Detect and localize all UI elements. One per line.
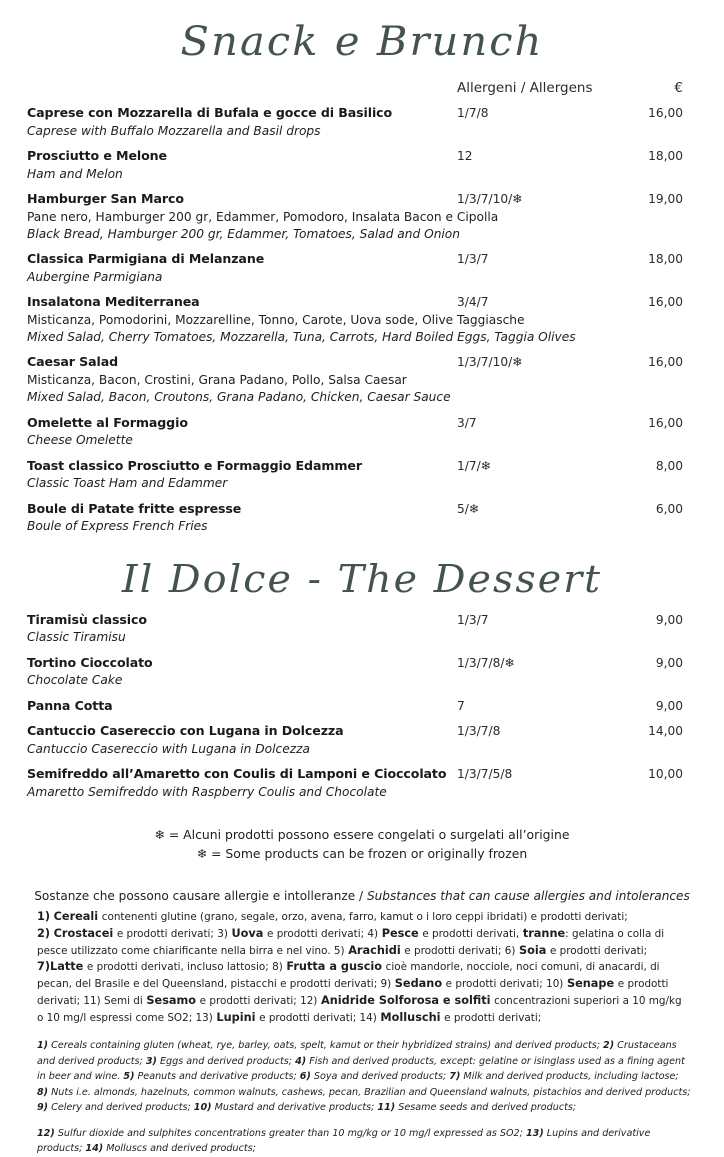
menu-item-row <box>27 191 697 208</box>
menu-item-price: 16,00 <box>648 106 683 120</box>
menu-item-description-en: Cheese Omelette <box>27 433 133 448</box>
menu-item-name: Hamburger San Marco <box>27 190 184 206</box>
menu-item-name: Cantuccio Casereccio con Lugana in Dolcezza <box>27 723 344 739</box>
allergen-text-1: contenenti glutine (grano, segale, orzo, avena, farro, kamut o i loro ceppi ibridati) e prodotti derivati; <box>101 911 628 924</box>
menu-item <box>27 105 697 139</box>
menu-item-name: Semifreddo all’Amaretto con Coulis di Lamponi e Cioccolato <box>27 766 447 782</box>
allergen-text-3d: e prodotti derivati; 11) Semi di <box>37 978 669 1007</box>
menu-item-allergens: 5/❄ <box>457 501 480 516</box>
menu-item-price: 19,00 <box>648 191 683 206</box>
menu-item-price: 8,00 <box>655 458 683 473</box>
menu-item-name: Boule di Patate fritte espresse <box>27 500 242 516</box>
menu-item <box>27 612 697 646</box>
menu-item-description-en: Amaretto Semifreddo with Raspberry Coulis and Chocolate <box>27 784 387 799</box>
menu-item-description-it: Misticanza, Bacon, Crostini, Grana Padano, Pollo, Salsa Caesar <box>27 373 407 388</box>
allergen-en-num-4: 4) <box>295 1055 307 1067</box>
menu-item <box>27 148 697 182</box>
allergen-name-pesce: Pesce <box>381 926 419 940</box>
allergen-en-text-5: Peanuts and derivative products; <box>137 1071 297 1083</box>
menu-item-name: Insalatona Mediterranea <box>27 294 200 310</box>
column-header-price: € <box>674 80 683 96</box>
menu-item-allergens: 1/3/7/10/❄ <box>457 191 523 206</box>
allergen-en-text-14: Molluscs and derived products; <box>106 1143 256 1155</box>
menu-item-price: 9,00 <box>655 655 683 670</box>
frozen-note-it: ❄ = Alcuni prodotti possono essere congelati o surgelati all’origine <box>154 827 570 843</box>
allergen-legend-english <box>27 1038 697 1116</box>
menu-item-name: Toast classico Prosciutto e Formaggio Edammer <box>27 457 362 473</box>
allergen-text-3e: e prodotti derivati; 12) <box>199 994 318 1007</box>
allergen-text-3c: e prodotti derivati; 10) <box>445 978 564 991</box>
allergen-text-3f: concentrazioni superiori a 10 mg/kg o 10 mg/l espressi come SO2; 13) <box>37 994 682 1024</box>
menu-item-row <box>27 723 697 740</box>
menu-item-allergens: 1/3/7/8 <box>457 724 501 739</box>
allergen-name-arachidi: Arachidi <box>348 943 401 957</box>
menu-item-price: 18,00 <box>648 148 683 163</box>
menu-item-description-en: Mixed Salad, Bacon, Croutons, Grana Padano, Chicken, Caesar Sauce <box>27 390 451 405</box>
dessert-items-list <box>27 612 697 800</box>
allergen-en-text-1: Cereals containing gluten (wheat, rye, barley, oats, spelt, kamut or their hybridized strains) and derived products; <box>51 1040 600 1052</box>
menu-item <box>27 655 697 689</box>
menu-item-allergens: 1/3/7 <box>457 252 489 267</box>
menu-item-allergens: 3/4/7 <box>457 295 489 310</box>
menu-item-row <box>27 415 697 432</box>
allergen-en-text-10: Mustard and derivative products; <box>214 1102 375 1114</box>
menu-item-price: 16,00 <box>648 415 683 430</box>
allergen-en-text-3: Eggs and derived products; <box>159 1055 293 1067</box>
allergen-en-text-12: Sulfur dioxide and sulphites concentrations greater than 10 mg/kg or 10 mg/l expressed as SO2; <box>57 1127 523 1139</box>
allergen-name-sedano: Sedano <box>394 977 443 991</box>
menu-item-price: 10,00 <box>648 767 683 782</box>
menu-item <box>27 698 697 715</box>
allergen-en-num-5: 5) <box>123 1071 135 1083</box>
allergen-en-text-6: Soya and derived products; <box>313 1071 447 1083</box>
menu-item-allergens: 3/7 <box>457 415 477 430</box>
allergen-text-2b: e prodotti derivati; 4) <box>267 927 379 940</box>
section-title-snack: Snack e Brunch <box>180 19 544 65</box>
menu-item-description-en: Classic Tiramisu <box>27 630 126 645</box>
menu-item-allergens: 7 <box>457 698 465 713</box>
allergen-text-3a: e prodotti derivati, incluso lattosio; 8) <box>86 961 283 974</box>
menu-item-description-en: Mixed Salad, Cherry Tomatoes, Mozzarella, Tuna, Carrots, Hard Boiled Eggs, Taggia Olives <box>27 330 576 345</box>
menu-item <box>27 766 697 800</box>
menu-item-description-en: Caprese with Buffalo Mozzarella and Basil drops <box>27 123 321 138</box>
menu-item-description-en: Ham and Melon <box>27 166 123 181</box>
allergen-name-crostacei: Crostacei <box>53 926 114 940</box>
allergen-keyword-tranne: tranne <box>522 926 566 940</box>
allergen-en-text-11: Sesame seeds and derived products; <box>398 1102 577 1114</box>
menu-item-row <box>27 148 697 165</box>
menu-item-row <box>27 612 697 629</box>
menu-item-price: 14,00 <box>648 724 683 739</box>
menu-item-name: Tiramisù classico <box>27 611 147 627</box>
frozen-note-en: ❄ = Some products can be frozen or originally frozen <box>196 845 528 861</box>
allergen-en-num-12: 12) <box>37 1127 55 1139</box>
allergen-text-3h: e prodotti derivati; <box>444 1011 542 1024</box>
menu-item-price: 16,00 <box>648 295 683 310</box>
menu-item-name: Omelette al Formaggio <box>27 414 188 430</box>
menu-item-description-en: Classic Toast Ham and Edammer <box>27 476 228 491</box>
menu-item-price: 6,00 <box>655 501 683 516</box>
allergen-en-num-6: 6) <box>299 1071 311 1083</box>
allergen-en-text-4: Fish and derived products, except: gelatine or isinglass used as a fining agent in beer and wine. <box>37 1055 685 1083</box>
allergen-legend-italian <box>27 909 697 1026</box>
menu-item-name: Prosciutto e Melone <box>27 147 167 163</box>
menu-item <box>27 251 697 285</box>
menu-item <box>27 458 697 492</box>
menu-item <box>27 501 697 535</box>
allergen-en-num-11: 11) <box>377 1102 396 1114</box>
allergen-en-num-7: 7) <box>449 1071 461 1083</box>
allergen-en-text-8: Nuts i.e. almonds, hazelnuts, common walnuts, cashews, pecan, Brazilian and Queensland walnuts, pistachios and derived products; <box>51 1086 691 1098</box>
menu-item-name: Caesar Salad <box>27 354 119 370</box>
allergen-text-2a: e prodotti derivati; 3) <box>116 927 228 940</box>
menu-item-description-it: Pane nero, Hamburger 200 gr, Edammer, Pomodoro, Insalata Bacon e Cipolla <box>27 209 499 224</box>
allergen-name-lupini: Lupini <box>216 1010 256 1024</box>
allergen-name-molluschi: Molluschi <box>380 1010 441 1024</box>
allergen-text-2d: : gelatina o colla di pesce utilizzato come chiarificante nella birra e nel vino. 5) <box>37 927 665 957</box>
menu-item-row <box>27 766 697 783</box>
allergen-en-text-2: Crustaceans and derived products; <box>37 1040 677 1067</box>
allergen-legend-english-tail <box>27 1126 697 1157</box>
allergen-name-anidride-solforosa: Anidride Solforosa e solfiti <box>320 993 491 1007</box>
allergen-legend-heading-en: Substances that can cause allergies and intolerances <box>366 889 690 904</box>
menu-item-name: Tortino Cioccolato <box>27 654 153 670</box>
menu-item-row <box>27 251 697 268</box>
allergen-num-7: 7) <box>37 960 51 974</box>
menu-item-row <box>27 294 697 311</box>
menu-item-description-en: Chocolate Cake <box>27 673 123 688</box>
allergen-num-2: 2) <box>37 926 51 940</box>
allergen-en-num-13: 13) <box>525 1127 544 1139</box>
section-title-dessert: Il Dolce - The Dessert <box>121 556 603 601</box>
allergen-name-senape: Senape <box>566 977 615 991</box>
allergen-en-num-1: 1) <box>37 1040 49 1052</box>
column-header-row <box>27 80 697 96</box>
allergen-name-frutta-guscio: Frutta a guscio <box>286 960 383 974</box>
allergen-en-num-10: 10) <box>193 1102 212 1114</box>
menu-item <box>27 354 697 405</box>
menu-item-row <box>27 501 697 518</box>
allergen-legend-heading-it: Sostanze che possono causare allergie e intolleranze / <box>34 889 367 904</box>
allergen-en-num-14: 14) <box>85 1143 104 1155</box>
allergen-legend <box>27 889 697 1157</box>
menu-item-row <box>27 105 697 122</box>
allergen-en-num-3: 3) <box>145 1055 157 1067</box>
menu-item-allergens: 1/3/7/8/❄ <box>457 655 515 670</box>
menu-item-price: 16,00 <box>648 355 683 370</box>
allergen-num-1: 1) <box>37 910 51 924</box>
allergen-en-num-9: 9) <box>37 1102 49 1114</box>
allergen-text-2c: e prodotti derivati, <box>422 927 520 940</box>
allergen-name-latte: Latte <box>50 960 84 974</box>
menu-item-name: Panna Cotta <box>27 697 113 713</box>
allergen-name-sesamo: Sesamo <box>146 993 197 1007</box>
menu-item <box>27 415 697 449</box>
menu-item-row <box>27 698 697 715</box>
allergen-en-num-2: 2) <box>603 1040 615 1052</box>
menu-item <box>27 294 697 345</box>
menu-item-row <box>27 655 697 672</box>
menu-item-name: Classica Parmigiana di Melanzane <box>27 251 265 267</box>
allergen-name-cereali: Cereali <box>53 910 99 924</box>
menu-item-allergens: 12 <box>457 148 473 163</box>
allergen-en-text-7: Milk and derived products, including lactose; <box>463 1071 679 1083</box>
menu-item <box>27 191 697 242</box>
menu-item-description-it: Misticanza, Pomodorini, Mozzarelline, Tonno, Carote, Uova sode, Olive Taggiasche <box>27 312 525 327</box>
menu-item-price: 18,00 <box>648 252 683 267</box>
allergen-text-2f: e prodotti derivati; <box>549 944 648 957</box>
allergen-en-num-8: 8) <box>37 1086 49 1098</box>
menu-item <box>27 723 697 757</box>
menu-item-allergens: 1/3/7/10/❄ <box>457 355 523 370</box>
allergen-en-text-13: Lupins and derivative products; <box>37 1127 651 1155</box>
snack-items-list <box>27 105 697 535</box>
menu-item-allergens: 1/7/❄ <box>457 458 491 473</box>
allergen-legend-heading <box>27 889 697 903</box>
menu-item-description-en: Black Bread, Hamburger 200 gr, Edammer, Tomatoes, Salad and Onion <box>27 226 460 241</box>
allergen-en-text-9: Celery and derived products; <box>51 1102 191 1114</box>
column-header-allergens: Allergeni / Allergens <box>457 80 593 96</box>
menu-item-allergens: 1/3/7/5/8 <box>457 767 513 782</box>
menu-item-row <box>27 458 697 475</box>
allergen-text-2e: e prodotti derivati; 6) <box>404 944 516 957</box>
allergen-text-3b: cioè mandorle, nocciole, noci comuni, di anacardi, di pecan, del Brasile e del Queensland, pistacchi e prodotti derivati; 9) <box>37 961 660 991</box>
frozen-products-note <box>27 826 697 863</box>
menu-item-description-en: Boule of Express French Fries <box>27 519 208 534</box>
allergen-name-uova: Uova <box>231 926 264 940</box>
menu-item-description-en: Aubergine Parmigiana <box>27 269 163 284</box>
menu-item-name: Caprese con Mozzarella di Bufala e gocce di Basilico <box>27 105 393 120</box>
menu-item-price: 9,00 <box>655 612 683 627</box>
allergen-text-3g: e prodotti derivati; 14) <box>259 1011 377 1024</box>
allergen-name-soia: Soia <box>518 943 547 957</box>
menu-item-description-en: Cantuccio Casereccio with Lugana in Dolcezza <box>27 741 310 756</box>
menu-item-allergens: 1/7/8 <box>457 106 489 120</box>
menu-item-allergens: 1/3/7 <box>457 612 489 627</box>
menu-item-row <box>27 354 697 371</box>
menu-item-price: 9,00 <box>655 698 683 713</box>
